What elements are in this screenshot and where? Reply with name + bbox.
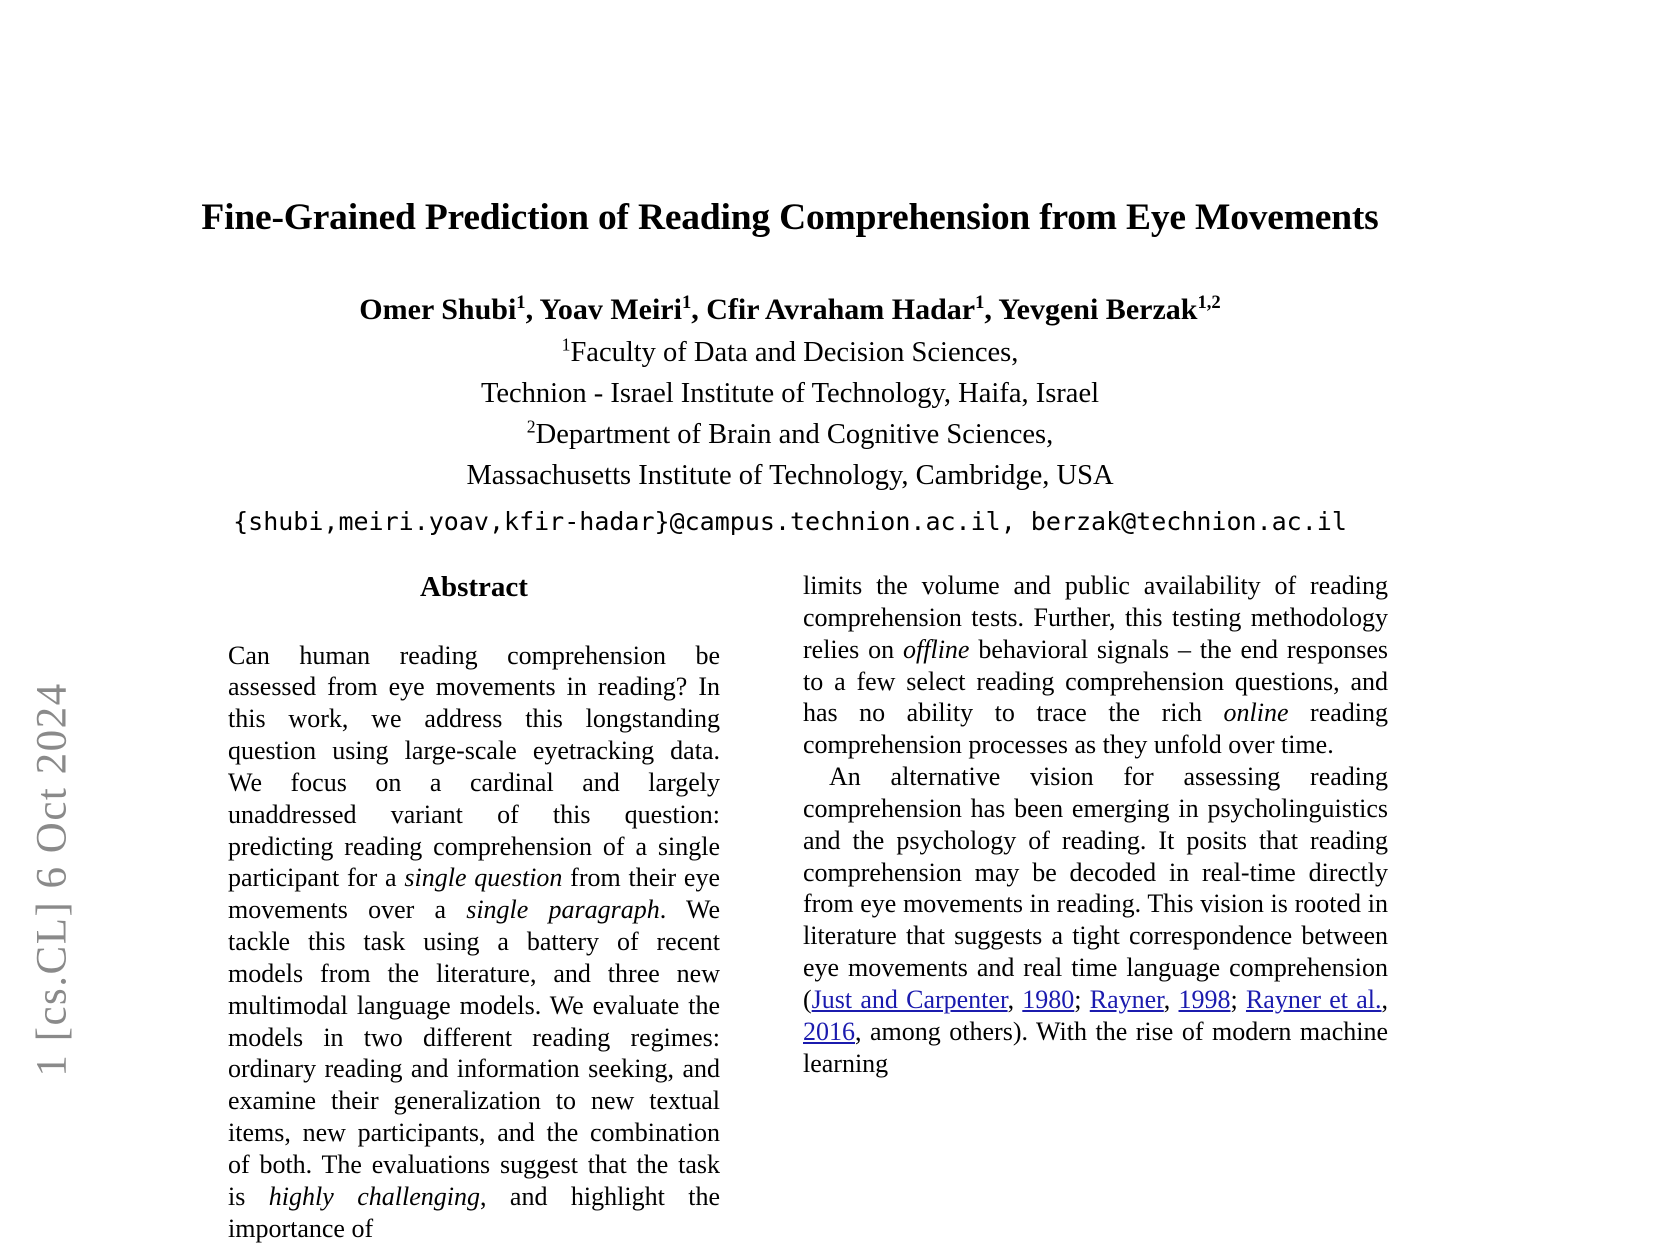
affiliation-marker-2: 2: [526, 416, 536, 437]
author-name-3: Cfir Avraham Hadar: [706, 293, 976, 327]
citation-link-rayner[interactable]: Rayner: [1089, 984, 1164, 1014]
intro-p1-text-2: behavioral signals – the end responses to a few select reading comprehension questions, and has no ability to trace the rich: [803, 634, 1388, 728]
author-name-1: Omer Shubi: [359, 293, 517, 327]
citation-link-2016[interactable]: 2016: [803, 1016, 855, 1046]
author-separator-1: ,: [525, 293, 540, 327]
author-list: [160, 292, 1420, 328]
intro-paragraph-2: [803, 761, 1388, 1079]
affiliation-2-line-2: [160, 457, 1420, 494]
abstract-emphasis-highly-challenging: highly challenging: [268, 1181, 480, 1211]
left-column: [228, 570, 720, 1245]
affiliation-1-institution: Technion - Israel Institute of Technology, Haifa, Israel: [480, 378, 1100, 410]
abstract-text-4: , and highlight the importance of: [228, 1181, 721, 1243]
abstract-text-2: from their eye movements over a: [228, 863, 721, 925]
affiliation-1-line-2: [160, 375, 1420, 412]
intro-p2-text-2: ,: [1007, 984, 1023, 1014]
author-name-4: Yevgeni Berzak: [998, 293, 1198, 327]
abstract-emphasis-single-question: single question: [404, 863, 563, 893]
author-name-2: Yoav Meiri: [539, 293, 682, 327]
abstract-paragraph: [228, 640, 720, 1245]
page-title: Fine-Grained Prediction of Reading Comprehension from Eye Movements: [201, 197, 1379, 238]
intro-p2-text-3: ;: [1074, 984, 1090, 1014]
abstract-heading: Abstract: [420, 571, 528, 603]
affiliation-2-institution: Massachusetts Institute of Technology, Cambridge, USA: [466, 460, 1114, 492]
author-separator-2: ,: [691, 293, 707, 327]
affiliation-1-line-1: [160, 334, 1420, 371]
abstract-emphasis-single-paragraph: single paragraph: [466, 895, 660, 925]
author-separator-3: ,: [984, 293, 999, 327]
title-block: [160, 196, 1420, 538]
intro-emphasis-online: online: [1223, 698, 1289, 728]
author-emails: {shubi,meiri.yoav,kfir-hadar}@campus.technion.ac.il, berzak@technion.ac.il: [233, 507, 1347, 537]
author-affil-marker-3: 1: [975, 292, 985, 314]
intro-p1-text-3: reading comprehension processes as they unfold over time.: [803, 698, 1388, 760]
affiliation-2-line-1: [160, 416, 1420, 453]
right-column: [803, 570, 1388, 1080]
intro-emphasis-offline: offline: [903, 634, 970, 664]
intro-p2-text-6: ,: [1381, 984, 1389, 1014]
arxiv-identifier-stamp: 1 [cs.CL] 6 Oct 2024: [28, 682, 76, 1077]
intro-p2-text-7: , among others). With the rise of modern machine learning: [803, 1016, 1388, 1078]
citation-link-just-and-carpenter[interactable]: Just and Carpenter: [811, 984, 1008, 1014]
citation-link-1980[interactable]: 1980: [1022, 984, 1075, 1014]
author-affil-marker-1: 1: [516, 292, 526, 314]
intro-p2-text-4: ,: [1163, 984, 1179, 1014]
two-column-body: [0, 570, 1654, 1250]
author-affil-marker-4: 1,2: [1197, 292, 1221, 314]
intro-p2-text-1: An alternative vision for assessing reading comprehension has been emerging in psycholinguistics and the psychology of reading. It posits that reading comprehension may be decoded in real-time directly from eye movements in reading. This vision is rooted in literature that suggests a tight correspondence between eye movements and real time language comprehension (: [803, 762, 1388, 1014]
affiliation-1-department: Faculty of Data and Decision Sciences,: [570, 337, 1019, 369]
intro-p2-text-5: ;: [1230, 984, 1246, 1014]
abstract-text-3: . We tackle this task using a battery of recent models from the literature, and three new multimodal language models. We evaluate the models in two different reading regimes: ordinary reading and information seeking, and examine their generalization to new textual items, new participants, and the combination of both. The evaluations suggest that the task is: [228, 895, 720, 1211]
intro-paragraph-1: [803, 570, 1388, 761]
abstract-text-1: Can human reading comprehension be assessed from eye movements in reading? In this work, we address this longstanding question using large-scale eyetracking data. We focus on a cardinal and largely unaddressed variant of this question: predicting reading comprehension of a single participant for a: [228, 640, 720, 893]
citation-link-1998[interactable]: 1998: [1178, 984, 1231, 1014]
author-affil-marker-2: 1: [681, 292, 692, 314]
affiliation-marker-1: 1: [561, 334, 571, 355]
affiliation-2-department: Department of Brain and Cognitive Sciences,: [535, 419, 1054, 451]
citation-link-rayner-et-al[interactable]: Rayner et al.: [1245, 984, 1382, 1014]
intro-p1-text-1: limits the volume and public availability of reading comprehension tests. Further, this testing methodology relies on: [803, 571, 1388, 664]
